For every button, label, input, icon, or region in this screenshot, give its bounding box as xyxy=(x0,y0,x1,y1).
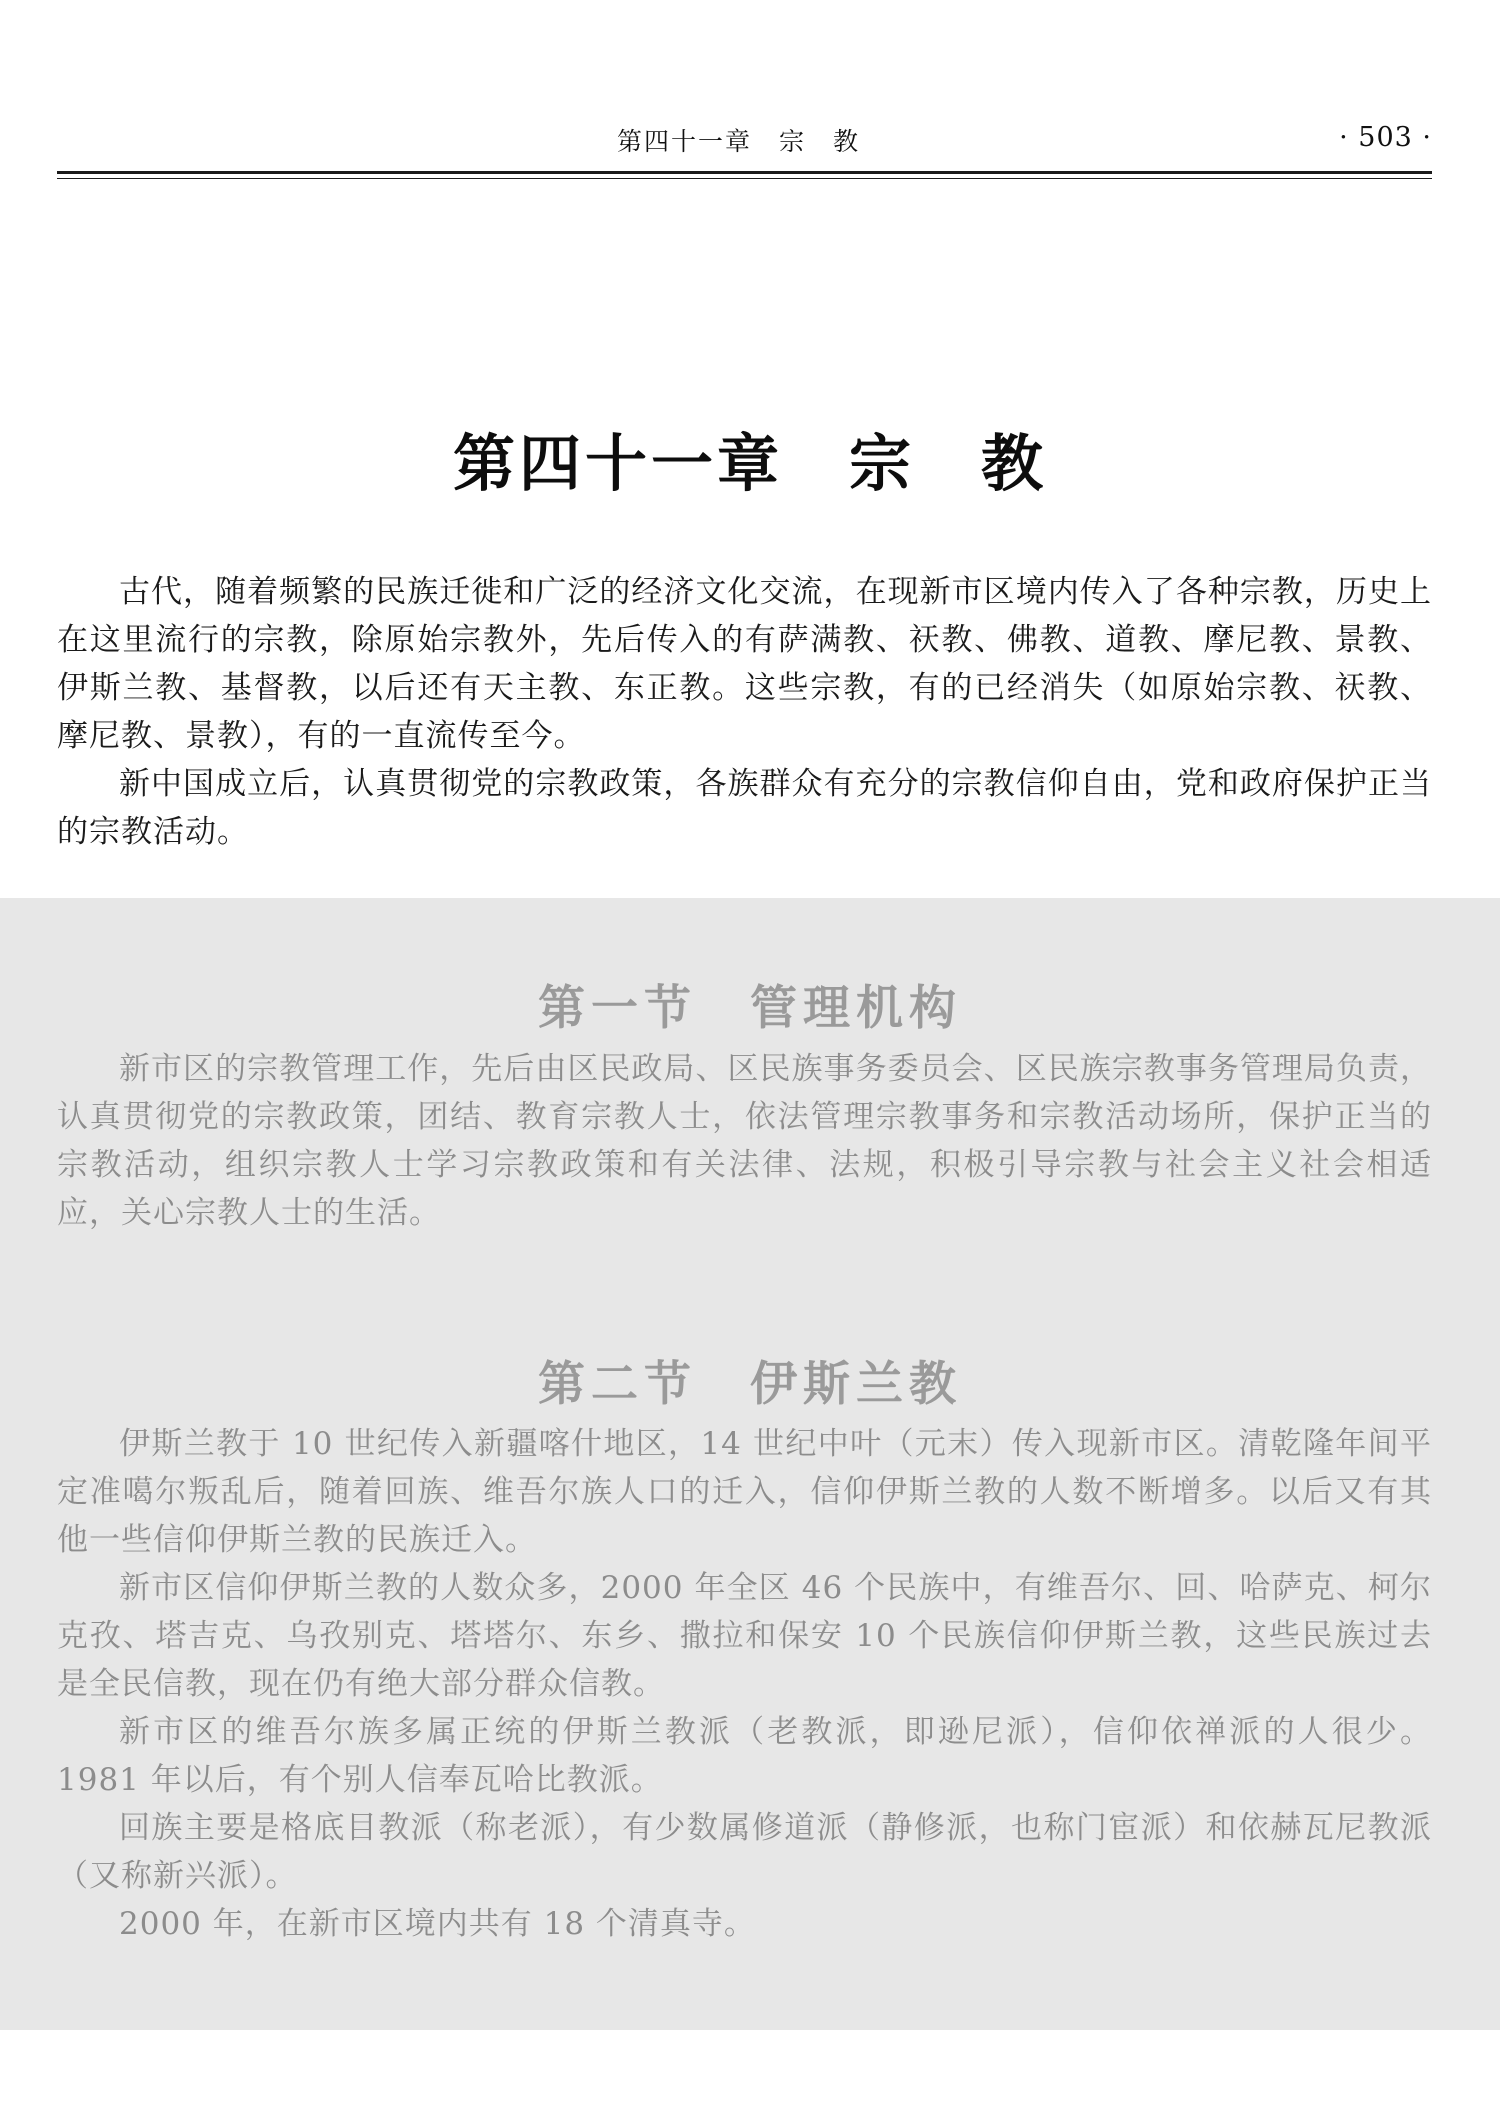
section-paragraph: 伊斯兰教于 10 世纪传入新疆喀什地区，14 世纪中叶（元末）传入现新市区。清乾隆年间平定准噶尔叛乱后，随着回族、维吾尔族人口的迁入，信仰伊斯兰教的人数不断增多。以后又有其他一些信仰伊斯兰教的民族迁入。 xyxy=(57,1426,1432,1558)
running-head-title: 第四十一章 宗 教 xyxy=(617,127,861,156)
section-management xyxy=(57,1045,1432,1237)
intro-paragraph: 新中国成立后，认真贯彻党的宗教政策，各族群众有充分的宗教信仰自由，党和政府保护正当的宗教活动。 xyxy=(57,766,1432,850)
chapter-title: 第四十一章 宗 教 xyxy=(452,426,1047,500)
section-paragraph: 回族主要是格底目教派（称老派），有少数属修道派（静修派，也称门宦派）和依赫瓦尼教派（又称新兴派）。 xyxy=(57,1810,1432,1894)
section-paragraph: 2000 年，在新市区境内共有 18 个清真寺。 xyxy=(119,1906,756,1942)
header-rule-thin xyxy=(57,178,1432,179)
section-islam xyxy=(57,1420,1432,1948)
page-number: · 503 · xyxy=(1339,122,1432,153)
section-paragraph: 新市区的宗教管理工作，先后由区民政局、区民族事务委员会、区民族宗教事务管理局负责，认真贯彻党的宗教政策，团结、教育宗教人士，依法管理宗教事务和宗教活动场所，保护正当的宗教活动，组织宗教人士学习宗教政策和有关法律、法规，积极引导宗教与社会主义社会相适应，关心宗教人士的生活。 xyxy=(57,1051,1432,1231)
intro-section xyxy=(57,568,1432,856)
section-title-management: 第一节 管理机构 xyxy=(538,981,962,1036)
header-rule xyxy=(57,171,1432,174)
section-title-islam: 第二节 伊斯兰教 xyxy=(538,1357,962,1412)
section-paragraph: 新市区的维吾尔族多属正统的伊斯兰教派（老教派，即逊尼派），信仰依禅派的人很少。1981 年以后，有个别人信奉瓦哈比教派。 xyxy=(57,1714,1432,1798)
intro-paragraph: 古代，随着频繁的民族迁徙和广泛的经济文化交流，在现新市区境内传入了各种宗教，历史上在这里流行的宗教，除原始宗教外，先后传入的有萨满教、祆教、佛教、道教、摩尼教、景教、伊斯兰教、基督教，以后还有天主教、东正教。这些宗教，有的已经消失（如原始宗教、祆教、摩尼教、景教），有的一直流传至今。 xyxy=(57,574,1432,754)
section-paragraph: 新市区信仰伊斯兰教的人数众多，2000 年全区 46 个民族中，有维吾尔、回、哈萨克、柯尔克孜、塔吉克、乌孜别克、塔塔尔、东乡、撒拉和保安 10 个民族信仰伊斯兰教，这些民族过去是全民信教，现在仍有绝大部分群众信教。 xyxy=(57,1570,1432,1702)
running-head xyxy=(57,122,1432,162)
